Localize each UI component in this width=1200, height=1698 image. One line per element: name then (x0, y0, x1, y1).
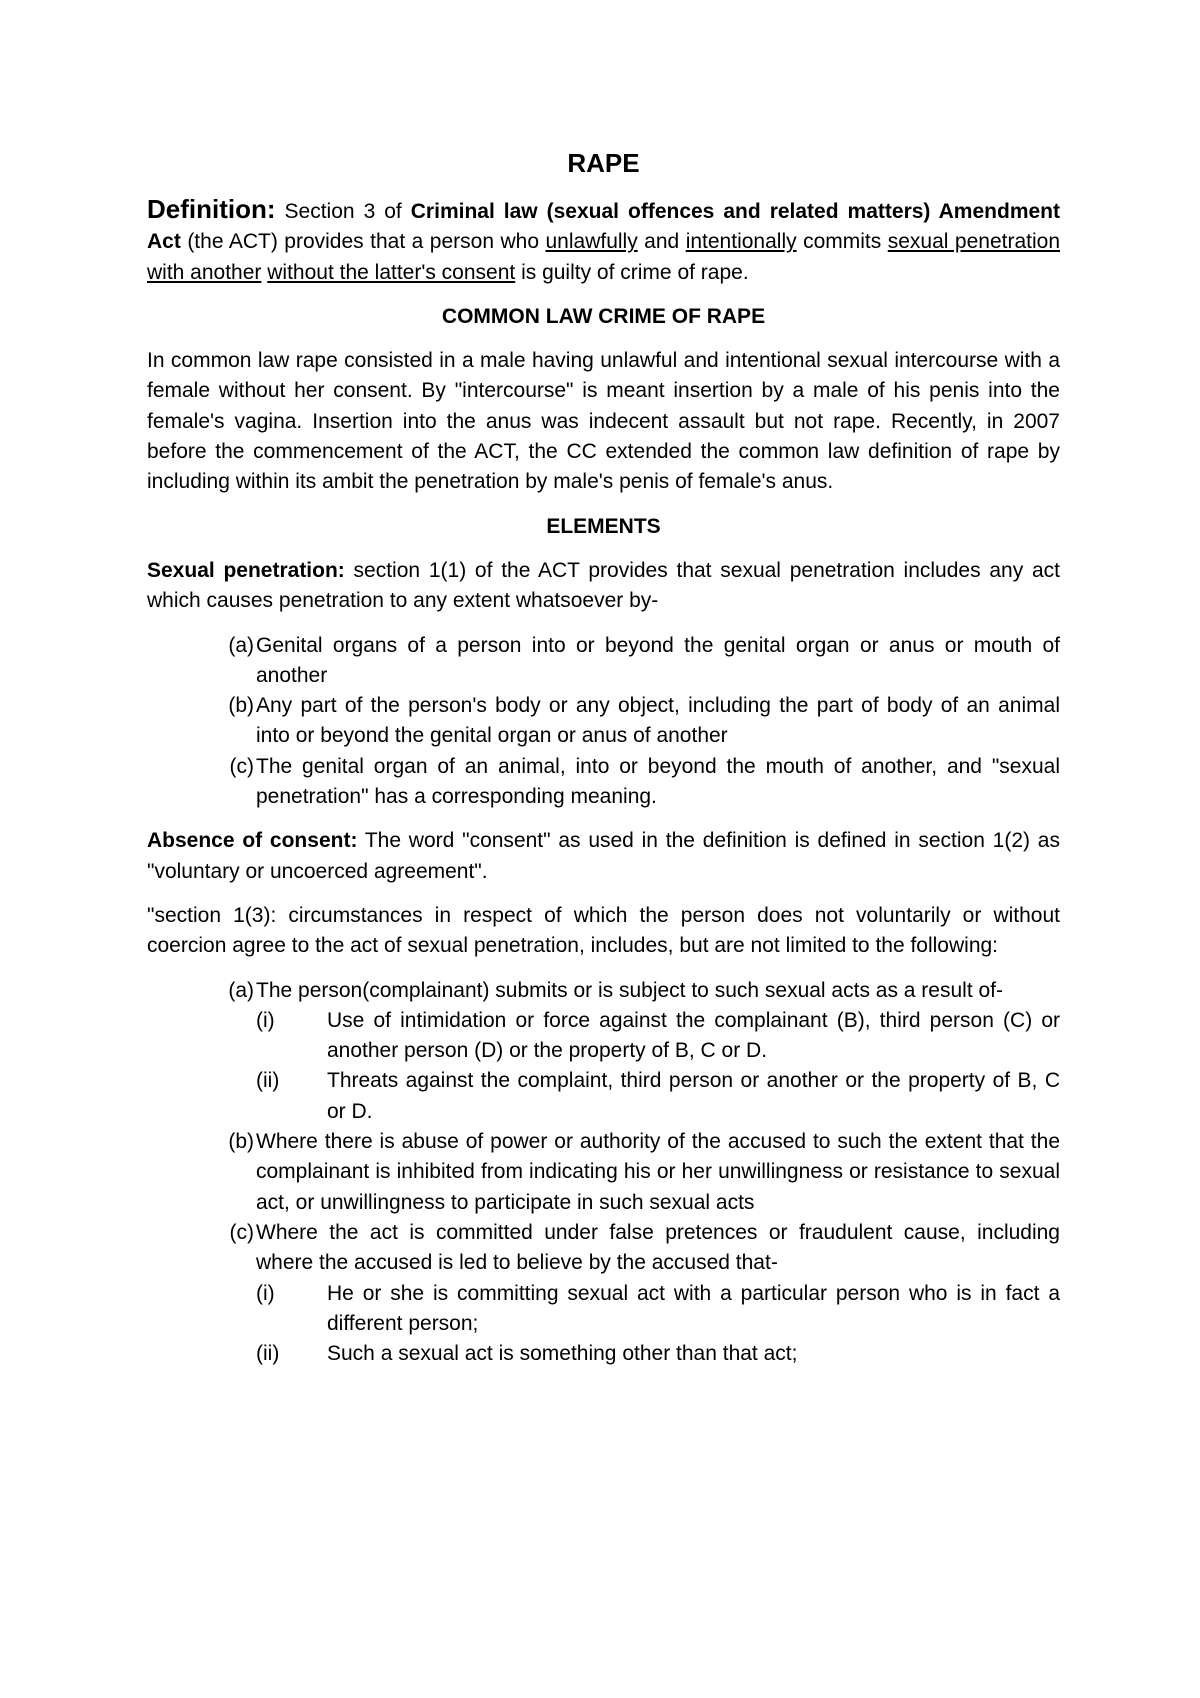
list-item-text: The genital organ of an animal, into or beyond the mouth of another, and "sexual penetration" has a corresponding meaning. (256, 754, 1060, 809)
definition-text: commits (796, 230, 888, 254)
sub-list-marker: (ii) (256, 1069, 280, 1093)
list-item-text: Where the act is committed under false pretences or fraudulent cause, including where the accused is led to believe by the accused that- (256, 1220, 1060, 1275)
absence-of-consent-label: Absence of consent: (147, 829, 358, 853)
underlined-term: sexual penetration with another (147, 230, 1060, 284)
circumstances-list (147, 976, 1060, 1370)
sub-list-marker: (i) (256, 1281, 275, 1305)
definition-text: and (637, 230, 686, 254)
list-item (147, 631, 1060, 692)
penetration-list (147, 631, 1060, 813)
sub-list-item (147, 1066, 1060, 1127)
sub-list-item (147, 1279, 1060, 1340)
common-law-paragraph: In common law rape consisted in a male having unlawful and intentional sexual intercourse with a female without her consent. By "intercourse" is meant insertion by a male of his penis into the female's vagina. Insertion into the anus was indecent assault but not rape. Recently, in 2007 before the commencement of the ACT, the CC extended the common law definition of rape by including within its ambit the penetration by male's penis of female's anus. (147, 349, 1060, 494)
sub-list-item (147, 1006, 1060, 1067)
definition-paragraph (147, 194, 1060, 288)
definition-text: Section 3 of (275, 200, 411, 223)
list-item (147, 976, 1060, 1006)
absence-of-consent-paragraph (147, 826, 1060, 887)
list-item-text: The person(complainant) submits or is subject to such sexual acts as a result of- (256, 978, 1003, 1002)
list-item-text: Genital organs of a person into or beyond the genital organ or anus or mouth of another (256, 633, 1060, 687)
list-marker: (a) (228, 978, 254, 1002)
definition-label: Definition: (147, 194, 276, 224)
sub-list-item (147, 1339, 1060, 1369)
list-item-text: Any part of the person's body or any object, including the part of body of an animal into or beyond the genital organ or anus of another (256, 694, 1060, 748)
sub-list-item-text: Such a sexual act is something other than that act; (327, 1342, 798, 1366)
list-marker: (c) (229, 1220, 254, 1244)
underlined-term: unlawfully (545, 230, 638, 254)
act-name: Criminal law (sexual offences and related matters) Amendment Act (147, 200, 1060, 254)
sexual-penetration-text: section 1(1) of the ACT provides that sexual penetration includes any act which causes penetration to any extent whatsoever by- (147, 558, 1060, 613)
list-item (147, 1127, 1060, 1218)
list-item-text: Where there is abuse of power or authority of the accused to such the extent that the complainant is inhibited from indicating his or her unwillingness or resistance to sexual act, or unwillingness to participate in such sexual acts (256, 1130, 1060, 1214)
sub-list-item-text: He or she is committing sexual act with a particular person who is in fact a different person; (327, 1281, 1060, 1335)
absence-of-consent-text: The word "consent" as used in the definition is defined in section 1(2) as "voluntary or uncoerced agreement". (147, 829, 1060, 883)
list-marker: (b) (228, 694, 254, 718)
sub-list-item-text: Use of intimidation or force against the complainant (B), third person (C) or another person (D) or the property of B, C or D. (327, 1008, 1060, 1063)
sub-list-marker: (ii) (256, 1342, 280, 1366)
sexual-penetration-label: Sexual penetration: (147, 558, 345, 582)
section-heading-elements: ELEMENTS (546, 514, 661, 538)
sub-list-marker: (i) (256, 1008, 275, 1032)
sexual-penetration-paragraph (147, 556, 1060, 617)
list-marker: (b) (228, 1130, 254, 1154)
definition-text: (the ACT) provides that a person who (180, 230, 546, 254)
list-item (147, 752, 1060, 813)
list-item (147, 1218, 1060, 1279)
list-item (147, 691, 1060, 752)
sub-list-item-text: Threats against the complaint, third person or another or the property of B, C or D. (327, 1069, 1060, 1123)
underlined-term: intentionally (685, 230, 797, 254)
section-heading-common-law: COMMON LAW CRIME OF RAPE (441, 304, 766, 328)
list-marker: (a) (228, 633, 254, 657)
section-1-3-paragraph: "section 1(3): circumstances in respect of which the person does not voluntarily or without coercion agree to the act of sexual penetration, includes, but are not limited to the following: (147, 903, 1060, 958)
list-marker: (c) (229, 754, 254, 778)
page-title: RAPE (567, 148, 640, 178)
definition-text: is guilty of crime of rape. (515, 260, 749, 284)
underlined-term: without the latter's consent (267, 260, 516, 284)
